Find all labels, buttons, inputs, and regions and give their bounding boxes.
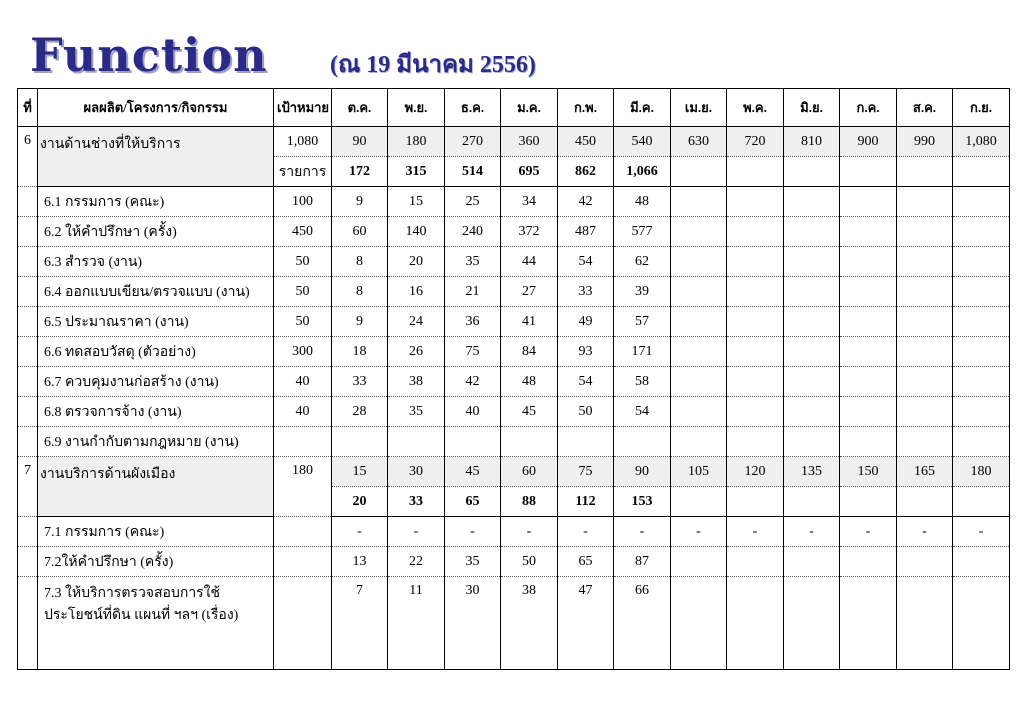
table-cell: 7.2ให้คำปรึกษา (ครั้ง) bbox=[38, 547, 274, 577]
table-cell: 50 bbox=[558, 397, 614, 427]
table-cell bbox=[897, 427, 953, 457]
table-cell: 44 bbox=[501, 247, 558, 277]
table-row bbox=[18, 577, 1010, 670]
table-cell: 372 bbox=[501, 217, 558, 247]
table-cell bbox=[727, 397, 784, 427]
table-cell: 36 bbox=[445, 307, 501, 337]
table-cell: 88 bbox=[501, 487, 558, 517]
table-cell: 360 bbox=[501, 127, 558, 157]
table-cell bbox=[18, 577, 38, 670]
table-cell: 15 bbox=[388, 187, 445, 217]
table-cell: 65 bbox=[445, 487, 501, 517]
table-cell bbox=[953, 277, 1010, 307]
table-cell bbox=[784, 157, 840, 187]
table-cell: 540 bbox=[614, 127, 671, 157]
table-cell bbox=[18, 187, 38, 217]
table-cell: 24 bbox=[388, 307, 445, 337]
header-cell: ก.ย. bbox=[953, 89, 1010, 127]
table-cell: 40 bbox=[445, 397, 501, 427]
table-cell: 105 bbox=[671, 457, 727, 487]
table-cell bbox=[840, 337, 897, 367]
table-cell: งานด้านช่างที่ให้บริการ bbox=[38, 127, 274, 187]
table-cell: 135 bbox=[784, 457, 840, 487]
table-cell: 60 bbox=[332, 217, 388, 247]
table-cell: 695 bbox=[501, 157, 558, 187]
table-cell: 28 bbox=[332, 397, 388, 427]
table-cell: 11 bbox=[388, 577, 445, 670]
table-cell: 48 bbox=[614, 187, 671, 217]
table-cell: 90 bbox=[614, 457, 671, 487]
table-cell bbox=[18, 517, 38, 547]
table-cell: 57 bbox=[614, 307, 671, 337]
table-cell bbox=[18, 277, 38, 307]
table-cell: 8 bbox=[332, 247, 388, 277]
table-cell: 810 bbox=[784, 127, 840, 157]
table-row bbox=[18, 427, 1010, 457]
table-cell: งานบริการด้านผังเมือง bbox=[38, 457, 274, 517]
header-cell: เม.ย. bbox=[671, 89, 727, 127]
table-cell: 172 bbox=[332, 157, 388, 187]
table-cell: 300 bbox=[274, 337, 332, 367]
table-cell bbox=[671, 187, 727, 217]
table-cell: 112 bbox=[558, 487, 614, 517]
table-cell: - bbox=[897, 517, 953, 547]
table-cell: 58 bbox=[614, 367, 671, 397]
table-cell bbox=[784, 367, 840, 397]
table-cell: 1,066 bbox=[614, 157, 671, 187]
table-cell: 6.9 งานกำกับตามกฎหมาย (งาน) bbox=[38, 427, 274, 457]
table-cell: - bbox=[614, 517, 671, 547]
header-cell: มิ.ย. bbox=[784, 89, 840, 127]
table-cell bbox=[953, 247, 1010, 277]
header-cell: ที่ bbox=[18, 89, 38, 127]
table-cell: 6 bbox=[18, 127, 38, 187]
table-cell: - bbox=[840, 517, 897, 547]
table-cell bbox=[897, 277, 953, 307]
table-cell: 75 bbox=[445, 337, 501, 367]
table-row bbox=[18, 217, 1010, 247]
table-cell bbox=[18, 307, 38, 337]
header-cell: ต.ค. bbox=[332, 89, 388, 127]
table-cell: 315 bbox=[388, 157, 445, 187]
table-cell: - bbox=[727, 517, 784, 547]
table-cell: 30 bbox=[388, 457, 445, 487]
table-cell bbox=[840, 577, 897, 670]
table-cell bbox=[671, 367, 727, 397]
table-cell bbox=[332, 427, 388, 457]
table-cell: 18 bbox=[332, 337, 388, 367]
table-cell: 41 bbox=[501, 307, 558, 337]
table-cell: 13 bbox=[332, 547, 388, 577]
group-plan-row bbox=[18, 457, 1010, 487]
table-cell: 27 bbox=[501, 277, 558, 307]
table-cell bbox=[897, 247, 953, 277]
table-cell: 49 bbox=[558, 307, 614, 337]
group-plan-row bbox=[18, 127, 1010, 157]
table-cell: 65 bbox=[558, 547, 614, 577]
table-cell bbox=[18, 217, 38, 247]
page-subtitle-date: (ณ 19 มีนาคม 2556) bbox=[330, 52, 536, 78]
table-cell bbox=[953, 187, 1010, 217]
table-cell bbox=[18, 547, 38, 577]
table-cell bbox=[840, 307, 897, 337]
table-cell bbox=[671, 397, 727, 427]
table-cell: 87 bbox=[614, 547, 671, 577]
table-cell: 15 bbox=[332, 457, 388, 487]
table-cell bbox=[897, 337, 953, 367]
table-cell bbox=[671, 427, 727, 457]
table-cell: 30 bbox=[445, 577, 501, 670]
table-cell bbox=[840, 247, 897, 277]
table-cell: 240 bbox=[445, 217, 501, 247]
table-cell: 7.1 กรรมการ (คณะ) bbox=[38, 517, 274, 547]
table-cell: - bbox=[671, 517, 727, 547]
table-cell: 16 bbox=[388, 277, 445, 307]
table-row bbox=[18, 367, 1010, 397]
table-cell: 1,080 bbox=[953, 127, 1010, 157]
header-cell: ม.ค. bbox=[501, 89, 558, 127]
table-cell: 39 bbox=[614, 277, 671, 307]
table-cell bbox=[671, 307, 727, 337]
table-cell bbox=[840, 397, 897, 427]
table-cell: 1,080 bbox=[274, 127, 332, 157]
table-cell: 20 bbox=[332, 487, 388, 517]
table-cell bbox=[727, 337, 784, 367]
table-cell: 54 bbox=[558, 367, 614, 397]
table-cell bbox=[274, 577, 332, 670]
table-cell bbox=[840, 157, 897, 187]
table-cell: 40 bbox=[274, 397, 332, 427]
table-cell: 93 bbox=[558, 337, 614, 367]
table-row bbox=[18, 337, 1010, 367]
table-cell bbox=[953, 547, 1010, 577]
table-row bbox=[18, 247, 1010, 277]
header-cell: มี.ค. bbox=[614, 89, 671, 127]
table-cell bbox=[953, 307, 1010, 337]
table-cell: 48 bbox=[501, 367, 558, 397]
table-cell: 45 bbox=[501, 397, 558, 427]
table-cell bbox=[445, 427, 501, 457]
table-cell: 6.7 ควบคุมงานก่อสร้าง (งาน) bbox=[38, 367, 274, 397]
table-cell bbox=[784, 187, 840, 217]
table-cell bbox=[953, 487, 1010, 517]
table-cell: 42 bbox=[445, 367, 501, 397]
table-cell: 6.2 ให้คำปรึกษา (ครั้ง) bbox=[38, 217, 274, 247]
table-cell: 7 bbox=[332, 577, 388, 670]
table-cell: 62 bbox=[614, 247, 671, 277]
table-cell bbox=[727, 247, 784, 277]
table-cell: 8 bbox=[332, 277, 388, 307]
table-cell bbox=[727, 307, 784, 337]
table-cell: 153 bbox=[614, 487, 671, 517]
table-cell bbox=[953, 427, 1010, 457]
table-cell bbox=[671, 577, 727, 670]
table-row bbox=[18, 517, 1010, 547]
table-row bbox=[18, 277, 1010, 307]
table-cell: - bbox=[953, 517, 1010, 547]
table-cell bbox=[784, 487, 840, 517]
table-cell bbox=[784, 247, 840, 277]
table-cell bbox=[897, 547, 953, 577]
table-cell: 514 bbox=[445, 157, 501, 187]
table-cell: 47 bbox=[558, 577, 614, 670]
table-cell: 33 bbox=[388, 487, 445, 517]
table-cell bbox=[897, 307, 953, 337]
table-cell: 35 bbox=[445, 547, 501, 577]
table-cell: 6.4 ออกแบบเขียน/ตรวจแบบ (งาน) bbox=[38, 277, 274, 307]
table-cell bbox=[840, 367, 897, 397]
table-cell bbox=[784, 427, 840, 457]
table-cell: 50 bbox=[274, 307, 332, 337]
table-cell bbox=[558, 427, 614, 457]
table-cell bbox=[784, 547, 840, 577]
table-cell bbox=[18, 427, 38, 457]
table-cell bbox=[671, 157, 727, 187]
table-cell: 720 bbox=[727, 127, 784, 157]
table-cell bbox=[274, 427, 332, 457]
table-cell bbox=[897, 187, 953, 217]
table-cell bbox=[671, 337, 727, 367]
table-cell bbox=[727, 487, 784, 517]
table-cell: 6.1 กรรมการ (คณะ) bbox=[38, 187, 274, 217]
table-cell: 90 bbox=[332, 127, 388, 157]
table-cell bbox=[953, 367, 1010, 397]
table-cell: 450 bbox=[558, 127, 614, 157]
table-cell: 900 bbox=[840, 127, 897, 157]
table-cell bbox=[784, 217, 840, 247]
table-cell: 45 bbox=[445, 457, 501, 487]
table-cell: 50 bbox=[274, 247, 332, 277]
table-cell bbox=[897, 577, 953, 670]
table-cell bbox=[897, 217, 953, 247]
table-cell: 270 bbox=[445, 127, 501, 157]
table-cell bbox=[953, 157, 1010, 187]
table-cell: 862 bbox=[558, 157, 614, 187]
table-cell bbox=[18, 247, 38, 277]
table-cell: - bbox=[445, 517, 501, 547]
table-cell bbox=[274, 517, 332, 547]
table-cell: 34 bbox=[501, 187, 558, 217]
table-cell bbox=[671, 217, 727, 247]
table-cell: 140 bbox=[388, 217, 445, 247]
header-cell: ส.ค. bbox=[897, 89, 953, 127]
table-cell: 630 bbox=[671, 127, 727, 157]
table-cell bbox=[840, 277, 897, 307]
table-row bbox=[18, 307, 1010, 337]
table-cell: 100 bbox=[274, 187, 332, 217]
table-row bbox=[18, 397, 1010, 427]
table-cell bbox=[784, 577, 840, 670]
table-cell bbox=[727, 577, 784, 670]
table-cell bbox=[840, 487, 897, 517]
page-title: Function bbox=[30, 28, 268, 82]
table-cell: 50 bbox=[274, 277, 332, 307]
table-cell: - bbox=[332, 517, 388, 547]
table-cell: 6.8 ตรวจการจ้าง (งาน) bbox=[38, 397, 274, 427]
table-cell: 38 bbox=[388, 367, 445, 397]
table-cell bbox=[614, 427, 671, 457]
table-cell: 40 bbox=[274, 367, 332, 397]
header-cell: ก.ค. bbox=[840, 89, 897, 127]
table-cell: 165 bbox=[897, 457, 953, 487]
table-cell: 990 bbox=[897, 127, 953, 157]
table-cell: 180 bbox=[274, 457, 332, 517]
table-cell bbox=[953, 217, 1010, 247]
header-cell: ก.พ. bbox=[558, 89, 614, 127]
table-cell: 180 bbox=[953, 457, 1010, 487]
table-cell: 6.3 สำรวจ (งาน) bbox=[38, 247, 274, 277]
table-cell: 42 bbox=[558, 187, 614, 217]
table-cell bbox=[727, 187, 784, 217]
table-cell bbox=[840, 547, 897, 577]
table-cell: 180 bbox=[388, 127, 445, 157]
table-cell bbox=[727, 547, 784, 577]
table-cell: 20 bbox=[388, 247, 445, 277]
table-cell: - bbox=[784, 517, 840, 547]
table-cell bbox=[671, 277, 727, 307]
table-row bbox=[18, 547, 1010, 577]
table-cell bbox=[671, 487, 727, 517]
table-cell bbox=[840, 217, 897, 247]
table-cell: 38 bbox=[501, 577, 558, 670]
table-cell bbox=[784, 337, 840, 367]
header-cell: เป้าหมาย bbox=[274, 89, 332, 127]
table-cell: 150 bbox=[840, 457, 897, 487]
table-cell bbox=[784, 277, 840, 307]
table-cell: 54 bbox=[558, 247, 614, 277]
table-cell: 50 bbox=[501, 547, 558, 577]
table-cell: - bbox=[558, 517, 614, 547]
table-cell: 7 bbox=[18, 457, 38, 517]
table-cell: - bbox=[501, 517, 558, 547]
table-cell bbox=[671, 547, 727, 577]
table-cell: 33 bbox=[332, 367, 388, 397]
table-cell bbox=[274, 547, 332, 577]
table-cell bbox=[727, 367, 784, 397]
table-cell: 120 bbox=[727, 457, 784, 487]
table-cell bbox=[501, 427, 558, 457]
table-cell: 35 bbox=[388, 397, 445, 427]
table-cell bbox=[953, 397, 1010, 427]
table-cell bbox=[388, 427, 445, 457]
table-cell: 487 bbox=[558, 217, 614, 247]
table-cell: 60 bbox=[501, 457, 558, 487]
header-cell: พ.ค. bbox=[727, 89, 784, 127]
table-cell bbox=[727, 277, 784, 307]
header-cell: พ.ย. bbox=[388, 89, 445, 127]
table-cell bbox=[840, 187, 897, 217]
table-cell: 21 bbox=[445, 277, 501, 307]
table-cell bbox=[784, 397, 840, 427]
table-cell: 171 bbox=[614, 337, 671, 367]
table-cell bbox=[727, 157, 784, 187]
table-cell: 22 bbox=[388, 547, 445, 577]
table-cell: 35 bbox=[445, 247, 501, 277]
table-cell bbox=[897, 157, 953, 187]
table-cell bbox=[727, 217, 784, 247]
table-cell bbox=[784, 307, 840, 337]
table-cell: 54 bbox=[614, 397, 671, 427]
table-cell bbox=[18, 397, 38, 427]
table-cell bbox=[840, 427, 897, 457]
table-cell: - bbox=[388, 517, 445, 547]
table-cell: 33 bbox=[558, 277, 614, 307]
table-cell bbox=[671, 247, 727, 277]
header-cell: ธ.ค. bbox=[445, 89, 501, 127]
performance-table bbox=[17, 88, 1010, 670]
table-cell: รายการ bbox=[274, 157, 332, 187]
table-cell: 450 bbox=[274, 217, 332, 247]
table-cell bbox=[18, 367, 38, 397]
table-cell: 9 bbox=[332, 307, 388, 337]
table-cell bbox=[727, 427, 784, 457]
table-cell bbox=[953, 577, 1010, 670]
table-cell: 577 bbox=[614, 217, 671, 247]
table-cell: 7.3 ให้บริการตรวจสอบการใช้ ประโยชน์ที่ดิน แผนที่ ฯลฯ (เรื่อง) bbox=[38, 577, 274, 670]
table-cell: 66 bbox=[614, 577, 671, 670]
table-cell: 75 bbox=[558, 457, 614, 487]
table-cell: 84 bbox=[501, 337, 558, 367]
header-row bbox=[18, 89, 1010, 127]
table-cell bbox=[897, 397, 953, 427]
table-cell bbox=[18, 337, 38, 367]
table-cell: 6.5 ประมาณราคา (งาน) bbox=[38, 307, 274, 337]
table-cell bbox=[953, 337, 1010, 367]
table-cell bbox=[897, 367, 953, 397]
table-cell bbox=[897, 487, 953, 517]
table-cell: 26 bbox=[388, 337, 445, 367]
header-cell: ผลผลิต/โครงการ/กิจกรรม bbox=[38, 89, 274, 127]
table-cell: 25 bbox=[445, 187, 501, 217]
table-cell: 9 bbox=[332, 187, 388, 217]
table-row bbox=[18, 187, 1010, 217]
table-cell: 6.6 ทดสอบวัสดุ (ตัวอย่าง) bbox=[38, 337, 274, 367]
